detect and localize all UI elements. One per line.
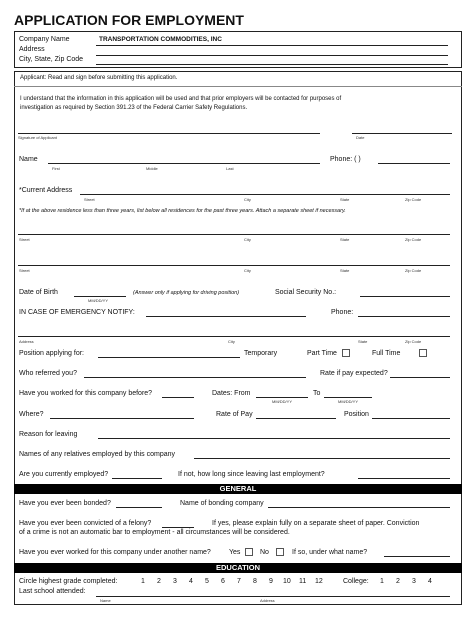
company-address-line[interactable] <box>96 55 448 56</box>
signature-date-line[interactable] <box>352 133 452 134</box>
currently-employed-line[interactable] <box>112 478 162 479</box>
college-3[interactable]: 3 <box>412 578 416 585</box>
grade-6[interactable]: 6 <box>221 578 225 585</box>
emergency-label: IN CASE OF EMERGENCY NOTIFY: <box>19 309 135 316</box>
emergency-city-caption: City <box>228 339 235 344</box>
what-name-line[interactable] <box>384 556 450 557</box>
grade-1[interactable]: 1 <box>141 578 145 585</box>
dates-from-label: Dates: From <box>212 390 251 397</box>
no-checkbox[interactable] <box>276 548 284 556</box>
dob-line[interactable] <box>74 296 126 297</box>
rate-of-pay-label: Rate of Pay <box>216 411 253 418</box>
reason-line[interactable] <box>98 438 450 439</box>
dates-from-format: MM/DD/YY <box>272 399 292 404</box>
what-name-label: If so, under what name? <box>292 549 368 556</box>
where-position-line[interactable] <box>372 418 450 419</box>
company-city-line[interactable] <box>96 64 448 65</box>
grade-2[interactable]: 2 <box>157 578 161 585</box>
how-long-line[interactable] <box>358 478 450 479</box>
company-name-line <box>96 45 448 46</box>
grade-label: Circle highest grade completed: <box>19 578 118 585</box>
felony-note: of a crime is not an automatic bar to employment - all circumstances will be considered. <box>19 529 290 536</box>
name-last-caption: Last <box>226 166 234 171</box>
other-name-label: Have you ever worked for this company under another name? <box>19 549 211 556</box>
grade-9[interactable]: 9 <box>269 578 273 585</box>
address-state-caption: State <box>340 197 350 202</box>
statement-line-2: investigation as required by Section 391.23 of the Federal Carrier Safety Regulations. <box>20 105 248 111</box>
yes-checkbox[interactable] <box>245 548 253 556</box>
signature-caption: Signature of Applicant <box>18 135 57 140</box>
last-school-name-caption: Name <box>100 598 111 603</box>
ssn-label: Social Security No.: <box>275 289 337 296</box>
current-address-line[interactable] <box>80 194 450 195</box>
company-city-label: City, State, Zip Code <box>19 56 84 63</box>
address-city-caption: City <box>244 197 251 202</box>
college-4[interactable]: 4 <box>428 578 432 585</box>
full-time-label: Full Time <box>372 350 401 357</box>
where-label: Where? <box>19 411 44 418</box>
current-address-label: *Current Address <box>19 187 73 194</box>
grade-8[interactable]: 8 <box>253 578 257 585</box>
referred-label: Who referred you? <box>19 370 77 377</box>
part-time-label: Part Time <box>307 350 337 357</box>
phone-line[interactable] <box>378 163 450 164</box>
statement-line-1: I understand that the information in this application will be used and that prior employers will be contacted for purposes of <box>20 96 342 102</box>
worked-before-line[interactable] <box>162 397 194 398</box>
emergency-address-line[interactable] <box>18 336 450 337</box>
prior-2-city-caption: City <box>244 268 251 273</box>
grade-5[interactable]: 5 <box>205 578 209 585</box>
ssn-line[interactable] <box>360 296 450 297</box>
signature-line[interactable] <box>18 133 320 134</box>
college-1[interactable]: 1 <box>380 578 384 585</box>
education-header: EDUCATION <box>14 563 462 573</box>
address-zip-caption: Zip Code <box>405 197 422 202</box>
emergency-phone-line[interactable] <box>358 316 450 317</box>
prior-residence-1-line[interactable] <box>18 234 450 235</box>
dob-format-caption: MM/DD/YY <box>88 298 108 303</box>
name-middle-caption: Middle <box>146 166 158 171</box>
relatives-label: Names of any relatives employed by this company <box>19 451 176 458</box>
prior-1-city-caption: City <box>244 237 251 242</box>
referred-line[interactable] <box>84 377 306 378</box>
address-street-caption: Street <box>84 197 95 202</box>
grade-4[interactable]: 4 <box>189 578 193 585</box>
last-school-label: Last school attended: <box>19 588 86 595</box>
full-time-checkbox[interactable] <box>419 349 427 357</box>
prior-1-street-caption: Street <box>19 237 30 242</box>
dob-label: Date of Birth <box>19 289 58 296</box>
felony-line[interactable] <box>162 527 194 528</box>
prior-1-zip-caption: Zip Code <box>405 237 422 242</box>
no-label: No <box>260 549 269 556</box>
grade-3[interactable]: 3 <box>173 578 177 585</box>
residence-note: *If at the above residence less than three years, list below all residences for the past three years. Attach a separate sheet if necessary. <box>19 208 346 214</box>
relatives-line[interactable] <box>194 458 450 459</box>
general-header: GENERAL <box>14 484 462 494</box>
prior-2-zip-caption: Zip Code <box>405 268 422 273</box>
emergency-zip-caption: Zip Code <box>405 339 422 344</box>
where-position-label: Position <box>344 411 369 418</box>
company-name-label: Company Name <box>19 36 70 43</box>
emergency-phone-label: Phone: <box>331 309 354 316</box>
signature-date-caption: Date <box>356 135 365 140</box>
rate-expected-line[interactable] <box>390 377 450 378</box>
grade-10[interactable]: 10 <box>283 578 291 585</box>
bonded-label: Have you ever been bonded? <box>19 500 111 507</box>
felony-explain: If yes, please explain fully on a separate sheet of paper. Conviction <box>212 520 420 527</box>
currently-employed-label: Are you currently employed? <box>19 471 109 478</box>
bonding-company-label: Name of bonding company <box>180 500 264 507</box>
position-label: Position applying for: <box>19 350 84 357</box>
grade-11[interactable]: 11 <box>299 578 307 585</box>
where-line[interactable] <box>50 418 194 419</box>
grade-12[interactable]: 12 <box>315 578 323 585</box>
prior-2-state-caption: State <box>340 268 350 273</box>
grade-7[interactable]: 7 <box>237 578 241 585</box>
prior-residence-2-line[interactable] <box>18 265 450 266</box>
company-address-label: Address <box>19 46 45 53</box>
part-time-checkbox[interactable] <box>342 349 350 357</box>
rate-of-pay-line[interactable] <box>256 418 336 419</box>
dates-to-line[interactable] <box>324 397 372 398</box>
dates-to-format: MM/DD/YY <box>338 399 358 404</box>
prior-2-street-caption: Street <box>19 268 30 273</box>
emergency-state-caption: State <box>358 339 368 344</box>
name-line[interactable] <box>48 163 320 164</box>
position-line[interactable] <box>98 357 240 358</box>
rate-expected-label: Rate if pay expected? <box>320 370 388 377</box>
dates-from-line[interactable] <box>256 397 308 398</box>
yes-label: Yes <box>229 549 241 556</box>
college-label: College: <box>343 578 369 585</box>
temporary-label: Temporary <box>244 350 278 357</box>
name-first-caption: First <box>52 166 60 171</box>
bonded-line[interactable] <box>116 507 162 508</box>
worked-before-label: Have you worked for this company before? <box>19 390 153 397</box>
applicant-note-rule <box>14 86 462 87</box>
name-label: Name <box>19 156 38 163</box>
reason-label: Reason for leaving <box>19 431 78 438</box>
applicant-note: Applicant: Read and sign before submitting this application. <box>20 75 178 81</box>
page-title: APPLICATION FOR EMPLOYMENT <box>14 12 244 28</box>
prior-1-state-caption: State <box>340 237 350 242</box>
dates-to-label: To <box>313 390 321 397</box>
last-school-line[interactable] <box>96 596 450 597</box>
felony-label: Have you ever been convicted of a felony? <box>19 520 152 527</box>
phone-label: Phone: ( ) <box>330 156 361 163</box>
dob-note: (Answer only if applying for driving position) <box>133 290 240 296</box>
emergency-address-caption: Address <box>19 339 34 344</box>
college-2[interactable]: 2 <box>396 578 400 585</box>
bonding-company-line[interactable] <box>268 507 450 508</box>
how-long-label: If not, how long since leaving last employment? <box>178 471 325 478</box>
last-school-address-caption: Address <box>260 598 275 603</box>
emergency-line[interactable] <box>146 316 306 317</box>
company-name-value: TRANSPORTATION COMMODITIES, INC <box>99 36 222 43</box>
